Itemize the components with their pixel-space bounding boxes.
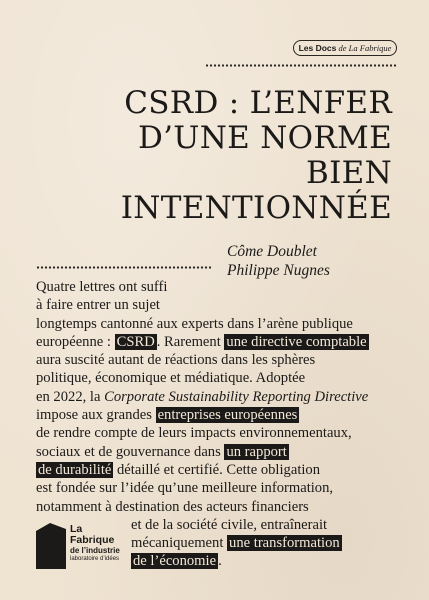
top-divider — [205, 64, 397, 67]
text-span: Quatre lettres ont suffi — [36, 279, 168, 295]
text-line — [36, 333, 398, 351]
text-span: sociaux et de gouvernance dans — [36, 443, 225, 460]
highlight: une transformation — [229, 535, 340, 552]
text-span: mécaniquement — [131, 535, 228, 552]
text-line — [36, 296, 398, 314]
text-span: en 2022, la — [36, 388, 105, 405]
text-span: aura suscité autant de réactions dans les sphères — [36, 352, 316, 369]
publisher-logo — [36, 519, 156, 569]
italic-span: Corporate Sustainability Reporting Directive — [104, 388, 369, 405]
highlight: une directive comptable — [226, 333, 367, 350]
text-span: longtemps cantonné aux experts dans l’arène publique — [36, 315, 353, 332]
text-line — [36, 388, 398, 406]
highlight: un rapport — [226, 443, 287, 460]
author-name: Philippe Nugnes — [227, 262, 330, 279]
text-span: politique, économique et médiatique. Adoptée — [36, 370, 306, 387]
text-line — [36, 424, 398, 442]
logo-line: La — [70, 523, 83, 535]
highlight: entreprises européennes — [157, 407, 298, 424]
text-line — [36, 498, 398, 516]
highlight: de durabilité — [38, 461, 112, 478]
text-span: . Rarement — [156, 333, 225, 350]
text-span: à faire entrer un sujet — [36, 297, 160, 314]
series-badge — [293, 40, 397, 56]
highlight: CSRD — [116, 333, 155, 350]
publisher-wordmark — [70, 524, 120, 563]
series-brand: Les Docs — [298, 43, 337, 53]
author-name: Côme Doublet — [227, 243, 317, 260]
title-line: D’UNE NORME — [138, 120, 392, 156]
text-span: notamment à destination des acteurs financiers — [36, 498, 309, 515]
title-line: BIEN — [306, 155, 392, 191]
text-span: est fondée sur l’idée qu’une meilleure information, — [36, 480, 334, 497]
text-line — [36, 406, 398, 424]
publisher-logo-icon — [36, 523, 66, 569]
logo-line: de l’industrie — [70, 546, 120, 555]
text-span: . — [218, 553, 222, 570]
text-span: européenne : — [36, 333, 115, 350]
title-line: CSRD : L’ENFER — [124, 85, 392, 121]
text-span: impose aux grandes — [36, 407, 156, 424]
text-line — [36, 369, 398, 387]
authors — [227, 242, 330, 280]
logo-line: laboratoire d’idées — [70, 556, 120, 562]
series-sub: de La Fabrique — [338, 43, 392, 53]
title-line: INTENTIONNÉE — [120, 190, 392, 226]
text-span: et de la société civile, entraînerait — [131, 516, 328, 533]
text-line — [36, 351, 398, 369]
text-line — [36, 443, 398, 461]
authors-divider — [36, 266, 211, 269]
text-span: de rendre compte de leurs impacts environnementaux, — [36, 425, 352, 442]
text-span: détaillé et certifié. Cette obligation — [113, 461, 321, 478]
text-line — [36, 461, 398, 479]
text-line — [36, 479, 398, 497]
logo-line: Fabrique — [70, 534, 115, 546]
book-title — [40, 86, 392, 226]
highlight: de l’économie — [133, 553, 217, 570]
text-line — [36, 315, 398, 333]
text-line — [36, 278, 398, 296]
